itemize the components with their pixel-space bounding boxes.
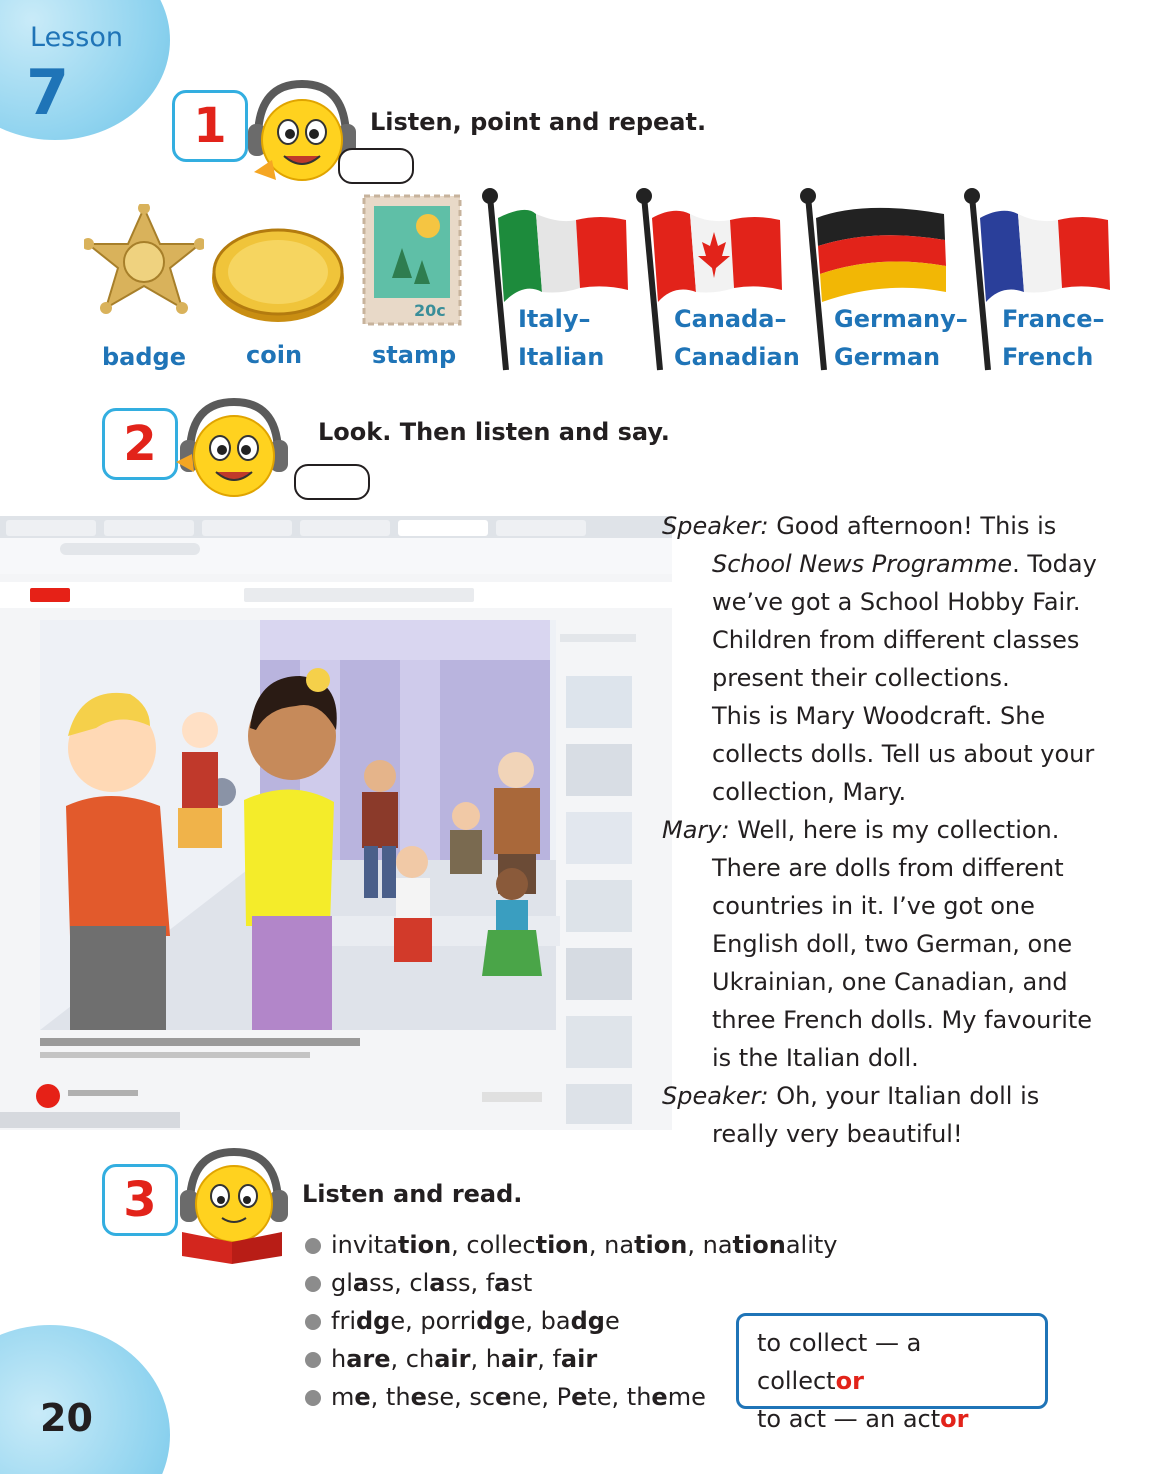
word-part: gl [331, 1269, 353, 1297]
word-part: st [510, 1269, 533, 1297]
vocab-canada-nationality: Canadian [674, 343, 800, 371]
speaker-label: Speaker: [662, 1082, 769, 1110]
highlighted-sound: air [500, 1345, 538, 1373]
dialogue-text-span: Oh, your Italian doll is [768, 1082, 1040, 1110]
highlighted-sound: e [651, 1383, 668, 1411]
exercise-3-instruction: Listen and read. [302, 1180, 523, 1208]
word-part: , collec [451, 1231, 536, 1259]
rule-text: to act — an act [757, 1405, 941, 1433]
bullet-icon [305, 1390, 321, 1406]
highlighted-sound: tion [634, 1231, 688, 1259]
highlighted-sound: tion [732, 1231, 786, 1259]
dialogue-line: English doll, two German, one [712, 930, 1073, 958]
word-part: m [331, 1383, 355, 1411]
dialogue-line: Children from different classes [712, 626, 1080, 654]
vocab-germany [834, 300, 968, 376]
dialogue-line: This is Mary Woodcraft. She [712, 702, 1046, 730]
coin-icon [208, 224, 348, 324]
word-part: , na [687, 1231, 733, 1259]
highlighted-sound: dg [476, 1307, 511, 1335]
rule-suffix: or [940, 1405, 969, 1433]
rule-line [757, 1324, 1027, 1400]
highlighted-sound: tion [535, 1231, 589, 1259]
dialogue-line [662, 1077, 1132, 1115]
lesson-number: 7 [26, 56, 70, 129]
dialogue-line: we’ve got a School Hobby Fair. [712, 588, 1081, 616]
vocab-italy [518, 300, 604, 376]
headphones-smiley-icon [172, 396, 292, 506]
dialogue-text-span: . Today [1012, 550, 1097, 578]
highlighted-sound: a [494, 1269, 511, 1297]
vocab-france [1002, 300, 1104, 376]
video-screenshot-illustration [0, 516, 672, 1130]
dialogue-text-span: Good afternoon! This is [768, 512, 1057, 540]
stamp-icon [362, 194, 462, 326]
word-part: h [331, 1345, 347, 1373]
dialogue-line: collection, Mary. [712, 778, 907, 806]
highlighted-sound: e [410, 1383, 427, 1411]
speech-bubble [294, 464, 370, 500]
word-part: invita [331, 1231, 398, 1259]
speaker-label: Mary: [662, 816, 730, 844]
page-number: 20 [40, 1396, 93, 1440]
word-part: , na [588, 1231, 635, 1259]
bullet-icon [305, 1314, 321, 1330]
highlighted-sound: are [346, 1345, 391, 1373]
phonics-row [305, 1226, 837, 1264]
word-part: , h [470, 1345, 501, 1373]
dialogue-line: There are dolls from different [712, 854, 1064, 882]
word-part: , f [537, 1345, 561, 1373]
vocab-stamp: stamp [372, 341, 457, 369]
word-part: se, sc [426, 1383, 496, 1411]
dialogue-line: really very beautiful! [712, 1120, 963, 1148]
lesson-label: Lesson [30, 22, 123, 53]
bullet-icon [305, 1238, 321, 1254]
word-part: e, porri [390, 1307, 477, 1335]
word-part: ss, f [445, 1269, 495, 1297]
word-part: fri [331, 1307, 356, 1335]
bullet-icon [305, 1276, 321, 1292]
word-part: te, th [587, 1383, 652, 1411]
word-part: e [604, 1307, 620, 1335]
rule-text: to collect — a collect [757, 1329, 922, 1395]
exercise-1-instruction: Listen, point and repeat. [370, 108, 707, 136]
word-part: ss, cl [369, 1269, 430, 1297]
highlighted-sound: dg [355, 1307, 391, 1335]
word-part: me [667, 1383, 706, 1411]
vocab-italy-country: Italy– [518, 305, 591, 333]
dialogue-line [662, 545, 1132, 583]
programme-title: School News Programme [712, 550, 1013, 578]
exercise-2-number: 2 [102, 408, 178, 480]
word-part: ality [785, 1231, 838, 1259]
highlighted-sound: e [495, 1383, 512, 1411]
reading-smiley-icon [172, 1146, 292, 1266]
exercise-3-number: 3 [102, 1164, 178, 1236]
phonics-row [305, 1264, 837, 1302]
exercise-1-number: 1 [172, 90, 248, 162]
dialogue-line: Ukrainian, one Canadian, and [712, 968, 1068, 996]
vocab-canada [674, 300, 800, 376]
hobby-fair-scene [0, 516, 672, 1130]
word-part: e, ba [510, 1307, 571, 1335]
word-part: , th [370, 1383, 411, 1411]
highlighted-sound: tion [397, 1231, 452, 1259]
vocab-germany-nationality: German [834, 343, 941, 371]
vocab-italy-nationality: Italian [518, 343, 605, 371]
vocab-france-nationality: French [1002, 343, 1094, 371]
rule-line [757, 1400, 1027, 1438]
speaker-label: Speaker: [662, 512, 769, 540]
vocab-coin: coin [246, 341, 303, 369]
dialogue-text [662, 507, 1132, 1153]
highlighted-sound: e [571, 1383, 588, 1411]
vocab-badge: badge [102, 343, 187, 371]
stamp-value: 20c [414, 301, 446, 320]
dialogue-line: three French dolls. My favourite [712, 1006, 1093, 1034]
exercise-2-instruction: Look. Then listen and say. [318, 418, 670, 446]
vocab-germany-country: Germany– [834, 305, 968, 333]
dialogue-line [662, 811, 1132, 849]
word-part: ne, P [511, 1383, 572, 1411]
vocab-canada-country: Canada– [674, 305, 787, 333]
rule-suffix: or [835, 1367, 864, 1395]
vocab-france-country: France– [1002, 305, 1105, 333]
highlighted-sound: a [352, 1269, 370, 1297]
dialogue-line: countries in it. I’ve got one [712, 892, 1035, 920]
dialogue-text-span: Well, here is my collection. [729, 816, 1060, 844]
word-formation-box [736, 1313, 1048, 1433]
dialogue-line [662, 507, 1132, 545]
speech-bubble [338, 148, 414, 184]
highlighted-sound: air [560, 1345, 598, 1373]
dialogue-line: is the Italian doll. [712, 1044, 919, 1072]
highlighted-sound: dg [570, 1307, 605, 1335]
dialogue-line: collects dolls. Tell us about your [712, 740, 1095, 768]
highlighted-sound: a [429, 1269, 446, 1297]
word-part: , ch [390, 1345, 435, 1373]
dialogue-line: present their collections. [712, 664, 1010, 692]
bullet-icon [305, 1352, 321, 1368]
highlighted-sound: air [434, 1345, 471, 1373]
highlighted-sound: e [354, 1383, 371, 1411]
badge-icon [84, 204, 204, 328]
